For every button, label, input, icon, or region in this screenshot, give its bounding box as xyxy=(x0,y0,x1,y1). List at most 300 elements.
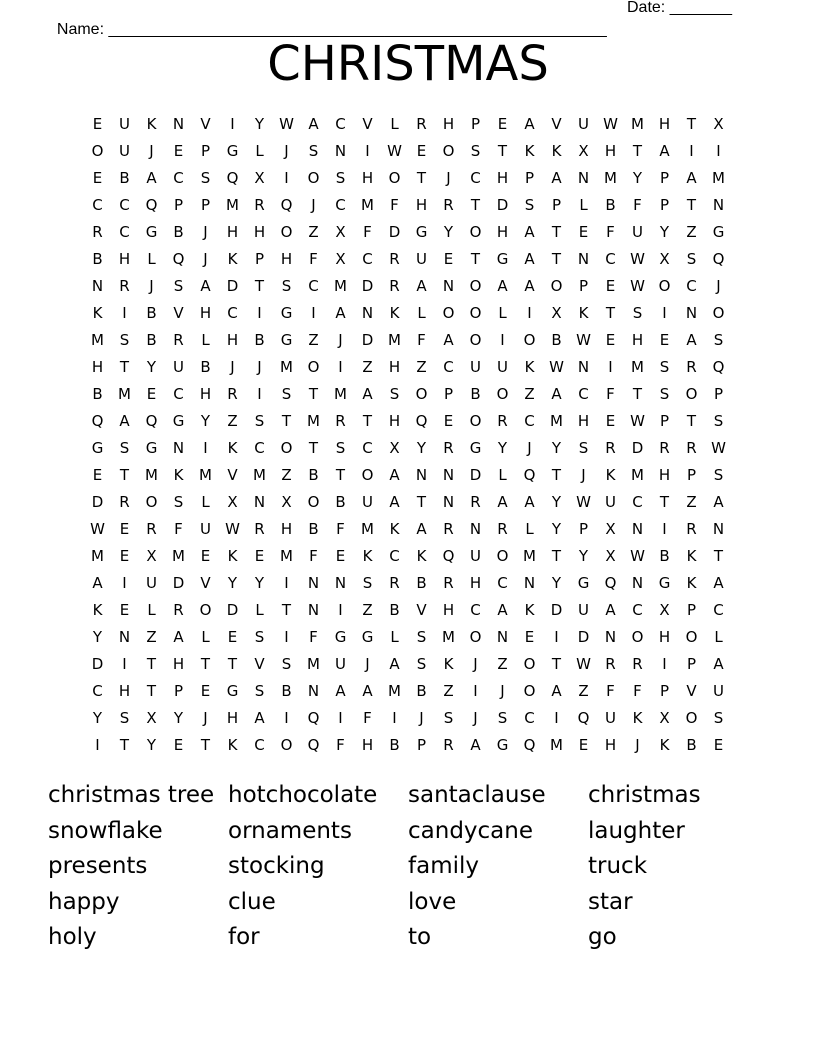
grid-letter: J xyxy=(365,655,370,673)
grid-letter: T xyxy=(416,493,427,511)
grid-letter: T xyxy=(632,385,643,403)
grid-letter: N xyxy=(577,250,590,268)
grid-letter: O xyxy=(469,223,482,241)
grid-letter: Y xyxy=(92,628,103,646)
grid-letter: Z xyxy=(578,682,589,700)
grid-letter: D xyxy=(91,493,104,511)
grid-letter: L xyxy=(201,628,210,646)
grid-letter: L xyxy=(255,601,264,619)
grid-letter: B xyxy=(686,736,697,754)
grid-row xyxy=(84,165,732,192)
grid-letter: R xyxy=(605,655,616,673)
grid-letter: E xyxy=(578,736,589,754)
grid-letter: O xyxy=(415,385,428,403)
grid-letter: E xyxy=(92,466,103,484)
grid-letter: P xyxy=(254,250,265,268)
grid-letter: R xyxy=(254,196,265,214)
grid-letter: L xyxy=(390,115,399,133)
grid-letter: I xyxy=(257,385,262,403)
grid-letter: E xyxy=(227,628,238,646)
grid-row xyxy=(84,462,732,489)
grid-letter: W xyxy=(576,493,591,511)
grid-letter: R xyxy=(443,574,454,592)
grid-letter: N xyxy=(442,493,455,511)
grid-letter: C xyxy=(470,169,481,187)
grid-letter: T xyxy=(551,250,562,268)
grid-letter: O xyxy=(442,142,455,160)
grid-letter: H xyxy=(199,304,212,322)
grid-letter: T xyxy=(119,466,130,484)
grid-letter: A xyxy=(308,115,319,133)
grid-letter: J xyxy=(149,142,154,160)
grid-letter: N xyxy=(442,277,455,295)
grid-row xyxy=(84,624,732,651)
grid-letter: P xyxy=(578,520,589,538)
grid-letter: I xyxy=(527,304,532,322)
grid-letter: Y xyxy=(146,736,157,754)
grid-letter: T xyxy=(335,466,346,484)
grid-letter: N xyxy=(307,574,320,592)
grid-letter: U xyxy=(119,115,130,133)
grid-letter: M xyxy=(631,466,644,484)
grid-letter: Q xyxy=(226,169,239,187)
grid-letter: T xyxy=(254,277,265,295)
grid-letter: H xyxy=(442,601,455,619)
grid-letter: C xyxy=(254,736,265,754)
grid-letter: X xyxy=(605,547,616,565)
grid-letter: H xyxy=(118,682,131,700)
grid-letter: K xyxy=(524,142,535,160)
grid-letter: X xyxy=(254,169,265,187)
grid-letter: V xyxy=(551,115,562,133)
grid-letter: Y xyxy=(551,574,562,592)
grid-letter: C xyxy=(362,250,373,268)
grid-letter: A xyxy=(686,169,697,187)
grid-letter: N xyxy=(631,520,644,538)
grid-letter: D xyxy=(361,277,374,295)
grid-letter: W xyxy=(630,250,645,268)
grid-letter: N xyxy=(523,574,536,592)
grid-letter: V xyxy=(227,466,238,484)
page-title: CHRISTMAS xyxy=(267,36,549,92)
grid-letter: N xyxy=(685,304,698,322)
grid-letter: X xyxy=(659,601,670,619)
grid-letter: M xyxy=(361,520,374,538)
grid-row xyxy=(84,435,732,462)
grid-letter: Y xyxy=(659,223,670,241)
grid-letter: Z xyxy=(686,493,697,511)
grid-letter: A xyxy=(713,493,724,511)
grid-letter: H xyxy=(361,736,374,754)
grid-letter: H xyxy=(415,196,428,214)
word-bank-item: for xyxy=(228,924,260,950)
grid-letter: O xyxy=(307,358,320,376)
grid-letter: Q xyxy=(712,250,725,268)
grid-letter: T xyxy=(470,250,481,268)
grid-letter: K xyxy=(92,601,103,619)
grid-letter: C xyxy=(173,385,184,403)
grid-letter: E xyxy=(497,115,508,133)
grid-letter: S xyxy=(416,655,427,673)
grid-letter: A xyxy=(524,115,535,133)
grid-letter: T xyxy=(146,682,157,700)
word-bank-item: to xyxy=(408,924,432,950)
grid-letter: M xyxy=(280,547,293,565)
grid-letter: W xyxy=(630,547,645,565)
grid-letter: H xyxy=(658,115,671,133)
grid-letter: S xyxy=(524,196,535,214)
grid-letter: G xyxy=(280,304,293,322)
grid-letter: T xyxy=(119,358,130,376)
grid-letter: P xyxy=(470,115,481,133)
grid-row xyxy=(84,192,732,219)
grid-letter: C xyxy=(497,574,508,592)
grid-letter: G xyxy=(334,628,347,646)
grid-letter: P xyxy=(416,736,427,754)
grid-letter: S xyxy=(713,331,724,349)
grid-letter: R xyxy=(146,520,157,538)
grid-letter: M xyxy=(550,412,563,430)
grid-letter: R xyxy=(119,277,130,295)
grid-letter: C xyxy=(254,439,265,457)
grid-letter: R xyxy=(497,520,508,538)
grid-letter: A xyxy=(497,493,508,511)
grid-letter: V xyxy=(362,115,373,133)
grid-letter: F xyxy=(336,736,345,754)
grid-letter: O xyxy=(496,385,509,403)
grid-letter: O xyxy=(280,439,293,457)
grid-letter: S xyxy=(362,574,373,592)
grid-letter: C xyxy=(524,412,535,430)
word-bank-item: stocking xyxy=(228,853,325,879)
grid-letter: C xyxy=(578,385,589,403)
grid-letter: B xyxy=(416,682,427,700)
grid-letter: H xyxy=(199,385,212,403)
grid-letter: H xyxy=(604,736,617,754)
grid-letter: I xyxy=(608,358,613,376)
grid-letter: S xyxy=(659,385,670,403)
grid-letter: O xyxy=(658,277,671,295)
grid-letter: A xyxy=(389,466,400,484)
grid-letter: K xyxy=(578,304,589,322)
grid-letter: R xyxy=(632,655,643,673)
grid-letter: O xyxy=(685,385,698,403)
grid-row xyxy=(84,354,732,381)
grid-letter: Z xyxy=(686,223,697,241)
grid-letter: O xyxy=(523,655,536,673)
grid-letter: S xyxy=(281,655,292,673)
grid-letter: C xyxy=(335,115,346,133)
grid-letter: I xyxy=(392,709,397,727)
grid-letter: C xyxy=(632,493,643,511)
grid-letter: V xyxy=(200,574,211,592)
grid-letter: H xyxy=(496,223,509,241)
grid-letter: F xyxy=(309,250,318,268)
grid-letter: G xyxy=(226,142,239,160)
grid-letter: I xyxy=(662,655,667,673)
grid-letter: E xyxy=(119,547,130,565)
grid-letter: S xyxy=(119,709,130,727)
grid-letter: P xyxy=(173,682,184,700)
grid-letter: H xyxy=(442,115,455,133)
grid-letter: S xyxy=(713,709,724,727)
grid-letter: B xyxy=(470,385,481,403)
grid-letter: T xyxy=(227,655,238,673)
grid-letter: O xyxy=(523,331,536,349)
word-search-grid xyxy=(84,111,732,759)
grid-letter: M xyxy=(388,331,401,349)
grid-letter: W xyxy=(576,331,591,349)
grid-letter: M xyxy=(226,196,239,214)
grid-letter: F xyxy=(606,385,615,403)
grid-letter: E xyxy=(524,628,535,646)
grid-letter: G xyxy=(280,331,293,349)
grid-letter: Q xyxy=(307,709,320,727)
grid-letter: F xyxy=(336,520,345,538)
grid-letter: W xyxy=(549,358,564,376)
grid-letter: J xyxy=(527,439,532,457)
grid-letter: M xyxy=(334,385,347,403)
grid-letter: N xyxy=(712,196,725,214)
grid-letter: R xyxy=(605,439,616,457)
grid-letter: C xyxy=(92,682,103,700)
grid-letter: O xyxy=(712,304,725,322)
grid-letter: N xyxy=(253,493,266,511)
grid-letter: J xyxy=(500,682,505,700)
grid-letter: V xyxy=(173,304,184,322)
grid-letter: F xyxy=(390,196,399,214)
grid-letter: E xyxy=(659,331,670,349)
grid-letter: B xyxy=(92,250,103,268)
grid-letter: E xyxy=(605,412,616,430)
grid-letter: R xyxy=(389,250,400,268)
grid-letter: R xyxy=(686,520,697,538)
grid-letter: G xyxy=(145,223,158,241)
grid-letter: G xyxy=(361,628,374,646)
grid-letter: X xyxy=(713,115,724,133)
grid-letter: R xyxy=(254,520,265,538)
grid-letter: A xyxy=(524,493,535,511)
grid-letter: S xyxy=(254,412,265,430)
grid-letter: J xyxy=(257,358,262,376)
grid-row xyxy=(84,516,732,543)
grid-letter: A xyxy=(119,412,130,430)
grid-letter: Y xyxy=(443,223,454,241)
grid-letter: I xyxy=(122,655,127,673)
grid-letter: N xyxy=(334,142,347,160)
grid-letter: S xyxy=(335,439,346,457)
grid-letter: I xyxy=(338,709,343,727)
grid-letter: W xyxy=(711,439,726,457)
grid-letter: E xyxy=(605,277,616,295)
grid-letter: N xyxy=(361,304,374,322)
grid-letter: G xyxy=(469,439,482,457)
grid-letter: O xyxy=(361,466,374,484)
grid-letter: B xyxy=(200,358,211,376)
grid-letter: B xyxy=(173,223,184,241)
grid-letter: H xyxy=(496,169,509,187)
grid-letter: Z xyxy=(497,655,508,673)
grid-letter: U xyxy=(173,358,184,376)
grid-row xyxy=(84,219,732,246)
grid-letter: C xyxy=(119,196,130,214)
grid-letter: I xyxy=(284,169,289,187)
grid-letter: L xyxy=(201,331,210,349)
grid-letter: E xyxy=(92,115,103,133)
grid-letter: M xyxy=(604,169,617,187)
grid-letter: T xyxy=(605,304,616,322)
grid-letter: T xyxy=(551,223,562,241)
grid-letter: L xyxy=(255,142,264,160)
grid-letter: D xyxy=(388,223,401,241)
grid-letter: Y xyxy=(200,412,211,430)
grid-letter: Y xyxy=(146,358,157,376)
grid-letter: P xyxy=(686,601,697,619)
word-bank-item: truck xyxy=(588,853,648,879)
grid-letter: F xyxy=(309,628,318,646)
grid-letter: E xyxy=(578,223,589,241)
grid-letter: P xyxy=(443,385,454,403)
grid-letter: W xyxy=(225,520,240,538)
grid-letter: E xyxy=(173,142,184,160)
grid-letter: O xyxy=(469,628,482,646)
grid-letter: T xyxy=(308,439,319,457)
grid-letter: T xyxy=(308,385,319,403)
grid-letter: N xyxy=(712,520,725,538)
grid-letter: H xyxy=(280,520,293,538)
grid-letter: A xyxy=(524,223,535,241)
grid-letter: T xyxy=(551,466,562,484)
grid-letter: Y xyxy=(551,493,562,511)
grid-letter: Q xyxy=(442,547,455,565)
grid-letter: S xyxy=(470,142,481,160)
grid-letter: Y xyxy=(632,169,643,187)
grid-letter: T xyxy=(281,601,292,619)
grid-letter: G xyxy=(226,682,239,700)
grid-letter: Z xyxy=(146,628,157,646)
grid-letter: X xyxy=(335,250,346,268)
grid-letter: B xyxy=(254,331,265,349)
grid-letter: G xyxy=(145,439,158,457)
grid-letter: J xyxy=(473,709,478,727)
grid-letter: K xyxy=(524,358,535,376)
grid-letter: C xyxy=(308,277,319,295)
grid-letter: K xyxy=(524,601,535,619)
grid-letter: B xyxy=(389,736,400,754)
grid-letter: O xyxy=(550,277,563,295)
grid-letter: A xyxy=(551,682,562,700)
grid-letter: H xyxy=(226,709,239,727)
grid-letter: N xyxy=(118,628,131,646)
grid-letter: Z xyxy=(308,223,319,241)
grid-letter: A xyxy=(524,277,535,295)
grid-letter: P xyxy=(200,142,211,160)
grid-letter: K xyxy=(659,736,670,754)
grid-letter: X xyxy=(578,142,589,160)
grid-letter: N xyxy=(631,574,644,592)
grid-letter: Q xyxy=(604,574,617,592)
grid-letter: H xyxy=(631,331,644,349)
grid-letter: A xyxy=(524,250,535,268)
grid-letter: M xyxy=(388,682,401,700)
grid-letter: S xyxy=(389,385,400,403)
grid-letter: Q xyxy=(523,736,536,754)
grid-letter: Y xyxy=(92,709,103,727)
grid-letter: I xyxy=(716,142,721,160)
grid-letter: A xyxy=(335,304,346,322)
grid-letter: K xyxy=(605,466,616,484)
grid-letter: G xyxy=(658,574,671,592)
grid-letter: H xyxy=(658,628,671,646)
grid-letter: S xyxy=(713,412,724,430)
grid-letter: M xyxy=(631,115,644,133)
grid-letter: K xyxy=(92,304,103,322)
grid-letter: G xyxy=(712,223,725,241)
grid-letter: C xyxy=(119,223,130,241)
grid-letter: D xyxy=(631,439,644,457)
grid-letter: R xyxy=(659,439,670,457)
grid-letter: R xyxy=(497,412,508,430)
grid-letter: Z xyxy=(362,358,373,376)
grid-letter: O xyxy=(199,601,212,619)
grid-letter: T xyxy=(659,493,670,511)
grid-letter: R xyxy=(443,439,454,457)
grid-row xyxy=(84,597,732,624)
grid-letter: J xyxy=(446,169,451,187)
grid-letter: P xyxy=(551,196,562,214)
grid-letter: D xyxy=(469,466,482,484)
grid-row xyxy=(84,678,732,705)
grid-letter: S xyxy=(578,439,589,457)
grid-letter: G xyxy=(91,439,104,457)
word-bank-item: star xyxy=(588,888,633,915)
grid-letter: O xyxy=(685,628,698,646)
grid-letter: I xyxy=(689,142,694,160)
grid-letter: K xyxy=(443,655,454,673)
grid-letter: T xyxy=(281,412,292,430)
grid-letter: T xyxy=(632,142,643,160)
grid-letter: Y xyxy=(416,439,427,457)
grid-row xyxy=(84,138,732,165)
grid-letter: O xyxy=(280,223,293,241)
grid-row xyxy=(84,732,732,759)
grid-letter: R xyxy=(443,736,454,754)
grid-letter: Y xyxy=(497,439,508,457)
grid-letter: C xyxy=(524,709,535,727)
grid-letter: N xyxy=(442,466,455,484)
grid-letter: U xyxy=(146,574,157,592)
grid-letter: U xyxy=(632,223,643,241)
grid-row xyxy=(84,543,732,570)
grid-letter: R xyxy=(119,493,130,511)
grid-letter: K xyxy=(227,547,238,565)
grid-letter: N xyxy=(334,574,347,592)
grid-letter: I xyxy=(284,628,289,646)
grid-letter: C xyxy=(713,601,724,619)
grid-letter: F xyxy=(633,682,642,700)
word-bank-item: love xyxy=(408,888,457,915)
grid-letter: X xyxy=(146,547,157,565)
grid-letter: E xyxy=(173,736,184,754)
grid-letter: A xyxy=(389,655,400,673)
grid-letter: K xyxy=(227,736,238,754)
grid-letter: Z xyxy=(362,601,373,619)
grid-letter: L xyxy=(525,520,534,538)
grid-letter: Q xyxy=(172,250,185,268)
grid-row xyxy=(84,570,732,597)
grid-letter: B xyxy=(551,331,562,349)
word-bank-item: clue xyxy=(228,888,276,915)
